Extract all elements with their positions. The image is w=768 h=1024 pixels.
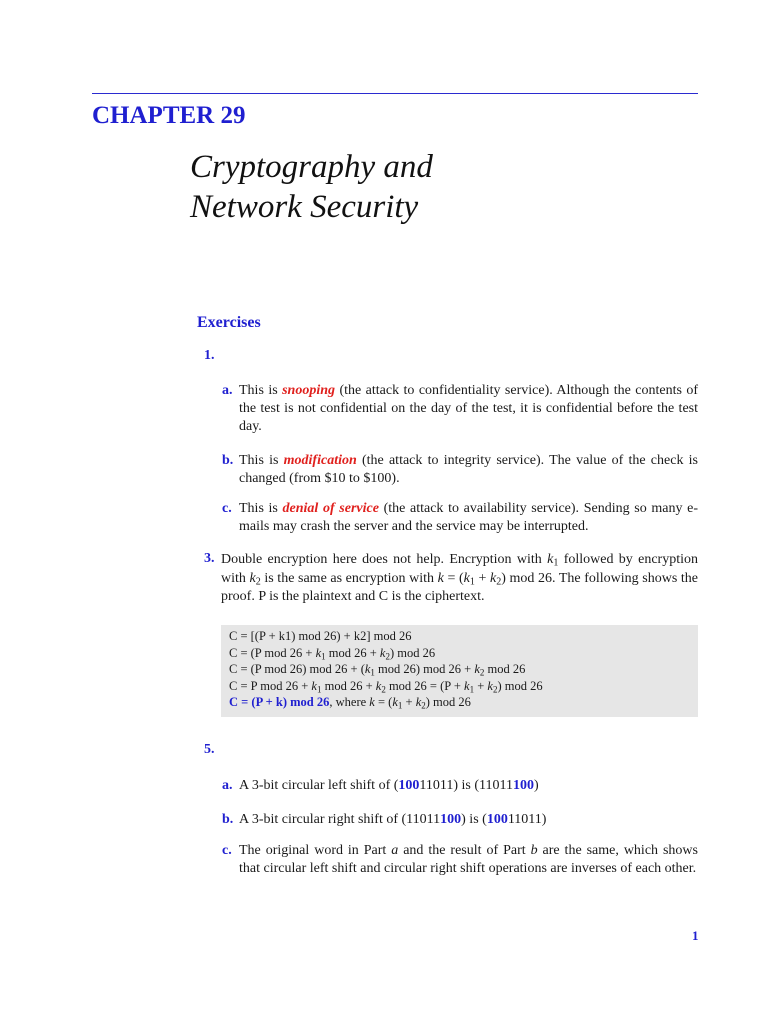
item-label: b. xyxy=(222,453,234,468)
text: ) mod 26. The following shows the proof. P is the plaintext and C is the ciphertext. xyxy=(221,570,698,604)
page-number: 1 xyxy=(692,928,699,943)
keyword-denial-of-service: denial of service xyxy=(282,501,379,516)
exercise-1-number: 1. xyxy=(204,348,215,363)
var-k: k xyxy=(547,552,554,567)
subscript: 2 xyxy=(496,576,502,588)
text: + xyxy=(474,678,488,693)
text: ) mod 26 xyxy=(497,678,543,693)
text: C = P mod 26 + xyxy=(229,678,312,693)
var-k: k xyxy=(379,645,386,660)
subscript: 2 xyxy=(381,683,386,694)
text: mod 26 + xyxy=(325,645,380,660)
var-k: k xyxy=(364,662,371,676)
var-k: k xyxy=(474,662,480,676)
proof-box xyxy=(221,625,698,717)
subscript: 1 xyxy=(469,683,475,694)
exercise-3-number: 3. xyxy=(204,551,215,566)
exercise-5-number: 5. xyxy=(204,742,215,757)
text: is the same as encryption with xyxy=(260,570,438,586)
var-k: k xyxy=(369,695,375,709)
text: mod 26) mod 26 + xyxy=(374,662,475,676)
var-k: k xyxy=(487,678,493,693)
text: 11011) is (11011 xyxy=(419,778,513,793)
text: 11011) xyxy=(507,812,547,827)
exercise-5c xyxy=(222,842,698,878)
proof-line-3 xyxy=(229,661,698,678)
text: ) is ( xyxy=(461,812,487,827)
text: = ( xyxy=(374,695,393,709)
var-k: k xyxy=(392,695,398,709)
text: (the attack to integrity service). The value of the check is changed (from $10 to $100). xyxy=(239,453,698,486)
var-k: k xyxy=(249,570,256,586)
subscript: 2 xyxy=(421,700,426,711)
text: This is xyxy=(239,501,283,516)
var-k: k xyxy=(315,645,322,660)
proof-line-2 xyxy=(229,645,698,662)
text: ) mod 26 xyxy=(389,645,436,660)
subscript: 1 xyxy=(321,650,326,661)
highlight-bits: 100 xyxy=(398,778,420,793)
highlight-bits: 100 xyxy=(440,812,462,827)
title-line-2: Network Security xyxy=(190,189,419,225)
subscript: 1 xyxy=(370,667,375,678)
text: C = (P mod 26 + xyxy=(229,645,316,660)
text: A 3-bit circular left shift of ( xyxy=(239,778,399,793)
text: and the result of Part xyxy=(398,843,531,858)
highlight-bits: 100 xyxy=(486,812,508,827)
var-k: k xyxy=(415,695,422,709)
exercise-1a xyxy=(222,382,699,436)
subscript: 2 xyxy=(385,650,390,661)
var-k: k xyxy=(463,570,470,586)
subscript: 1 xyxy=(316,683,322,694)
text: This is xyxy=(239,383,283,398)
proof-line-5 xyxy=(229,694,698,711)
exercise-5a xyxy=(222,777,698,795)
item-label: a. xyxy=(222,383,233,398)
proof-line-4 xyxy=(229,678,698,695)
subscript: 1 xyxy=(553,557,559,569)
proof-result: C = (P + k) mod 26 xyxy=(229,695,330,709)
subscript: 1 xyxy=(397,700,403,711)
text: + xyxy=(402,695,416,709)
text: ) mod 26 xyxy=(425,695,471,709)
subscript: 1 xyxy=(469,576,475,588)
text: mod 26 = (P + xyxy=(385,678,465,693)
subscript: 2 xyxy=(492,683,498,694)
var-k: k xyxy=(437,570,444,586)
text: + xyxy=(474,570,490,586)
var-k: k xyxy=(464,678,470,693)
title-line-1: Cryptography and xyxy=(190,149,433,185)
var-k: k xyxy=(375,678,382,693)
exercise-5b xyxy=(222,811,698,829)
item-label: a. xyxy=(222,778,233,793)
text: This is xyxy=(239,453,284,468)
item-label: c. xyxy=(222,501,232,516)
text: The original word in Part xyxy=(239,843,392,858)
var-k: k xyxy=(311,678,317,693)
text: are the same, which shows that circular left shift and circular right shift operations are inverses of each other. xyxy=(239,843,698,876)
part-ref: b xyxy=(530,843,538,858)
text: Double encryption here does not help. Encryption with xyxy=(221,552,548,567)
text: followed by encryption with xyxy=(221,552,698,586)
item-label: c. xyxy=(222,843,232,858)
part-ref: a xyxy=(391,843,399,858)
keyword-snooping: snooping xyxy=(282,383,336,398)
var-k: k xyxy=(489,570,497,586)
text: (the attack to availability service). Sending so many e-mails may crash the server and the service may be interrupted. xyxy=(239,501,698,534)
header-rule xyxy=(92,93,698,94)
chapter-heading: CHAPTER 29 xyxy=(92,102,246,129)
highlight-bits: 100 xyxy=(513,778,534,793)
text: A 3-bit circular right shift of (11011 xyxy=(239,812,441,827)
text: = ( xyxy=(443,570,464,586)
exercise-1c xyxy=(222,500,698,536)
text: C = (P mod 26) mod 26 + ( xyxy=(229,662,365,676)
exercise-1b xyxy=(222,452,698,488)
text: ) xyxy=(534,778,539,793)
text: (the attack to confidentiality service). Although the contents of the test is not confidential on the day of the test, it is confidential before the test day. xyxy=(239,383,699,434)
item-label: b. xyxy=(222,812,234,827)
keyword-modification: modification xyxy=(283,453,357,468)
chapter-title xyxy=(190,147,433,227)
text: , where xyxy=(329,695,370,709)
text: mod 26 xyxy=(484,662,526,676)
subscript: 2 xyxy=(255,576,261,588)
subscript: 2 xyxy=(479,667,485,678)
text: mod 26 + xyxy=(321,678,376,693)
proof-line-1: C = [(P + k1) mod 26) + k2] mod 26 xyxy=(229,629,412,643)
section-heading: Exercises xyxy=(197,314,261,331)
exercise-3-text xyxy=(221,551,698,607)
